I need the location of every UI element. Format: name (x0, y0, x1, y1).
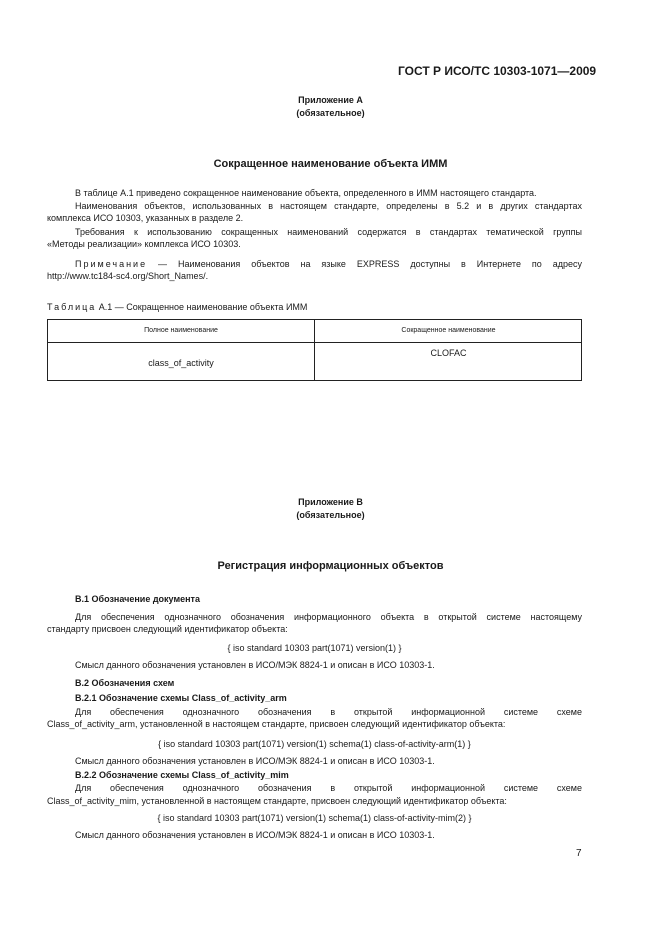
appendix-a-note-line2: http://www.tc184-sc4.org/Short_Names/. (47, 271, 209, 281)
appendix-a-para2-line1: Наименования объектов, использованных в настоящем стандарте, определены в 5.2 и в других стандартах (75, 201, 582, 211)
appendix-a-para3-line1: Требования к использованию сокращенных наименований содержатся в стандартах тематической группы (75, 227, 582, 237)
table-caption-text: А.1 — Сокращенное наименование объекта ИММ (96, 302, 308, 312)
appendix-a-title: Приложение А (298, 95, 363, 105)
appendix-a-status: (обязательное) (296, 108, 365, 118)
table-cell-short-name: CLOFAC (430, 348, 467, 358)
b21-line1: Для обеспечения однозначного обозначения в открытой информационной системе схеме (75, 707, 582, 717)
note-label: Примечание (75, 259, 148, 269)
b22-heading: В.2.2 Обозначение схемы Class_of_activity_mim (75, 770, 289, 780)
appendix-b-status: (обязательное) (296, 510, 365, 520)
b1-meaning: Смысл данного обозначения установлен в ИСО/МЭК 8824-1 и описан в ИСО 10303-1. (75, 660, 435, 670)
b21-heading: В.2.1 Обозначение схемы Class_of_activity_arm (75, 693, 287, 703)
b21-meaning: Смысл данного обозначения установлен в ИСО/МЭК 8824-1 и описан в ИСО 10303-1. (75, 756, 435, 766)
appendix-b-title: Приложение В (298, 497, 363, 507)
b22-line2: Class_of_activity_mim, установленной в настоящем стандарте, присвоен следующий идентификатор объекта: (47, 796, 507, 806)
note-text: — Наименования объектов на языке EXPRESS доступны в Интернете по адресу (147, 259, 582, 269)
table-header-full-name: Полное наименование (144, 327, 218, 334)
appendix-a-para1: В таблице А.1 приведено сокращенное наименование объекта, определенного в ИММ настоящего стандарта. (75, 188, 537, 198)
appendix-a-para3-line2: «Методы реализации» комплекса ИСО 10303. (47, 239, 241, 249)
table-header-divider (48, 342, 581, 343)
b2-heading: В.2 Обозначения схем (75, 678, 175, 688)
document-id: ГОСТ Р ИСО/ТС 10303-1071—2009 (398, 64, 597, 78)
b21-identifier: { iso standard 10303 part(1071) version(1) schema(1) class-of-activity-arm(1) } (158, 739, 471, 749)
b1-identifier: { iso standard 10303 part(1071) version(1) } (227, 643, 402, 653)
appendix-a-heading: Сокращенное наименование объекта ИММ (213, 158, 448, 170)
b21-line2: Class_of_activity_arm, установленной в настоящем стандарте, присвоен следующий идентификатор объекта: (47, 719, 506, 729)
b22-meaning: Смысл данного обозначения установлен в ИСО/МЭК 8824-1 и описан в ИСО 10303-1. (75, 830, 435, 840)
b22-line1: Для обеспечения однозначного обозначения в открытой информационной системе схеме (75, 783, 582, 793)
b1-heading: В.1 Обозначение документа (75, 594, 200, 604)
table-caption-label: Таблица (47, 302, 97, 312)
table-caption (47, 301, 582, 314)
appendix-a-para2-line2: комплекса ИСО 10303, указанных в разделе 2. (47, 213, 244, 223)
b1-line2: стандарту присвоен следующий идентификатор объекта: (47, 624, 288, 634)
b22-identifier: { iso standard 10303 part(1071) version(1) schema(1) class-of-activity-mim(2) } (157, 813, 472, 823)
page-number: 7 (576, 848, 582, 859)
short-names-table (47, 319, 582, 381)
table-cell-full-name: class_of_activity (148, 358, 214, 368)
appendix-b-heading: Регистрация информационных объектов (217, 560, 444, 572)
b1-line1: Для обеспечения однозначного обозначения информационного объекта в открытой системе настоящему (75, 612, 582, 622)
table-header-short-name: Сокращенное наименование (401, 327, 496, 334)
